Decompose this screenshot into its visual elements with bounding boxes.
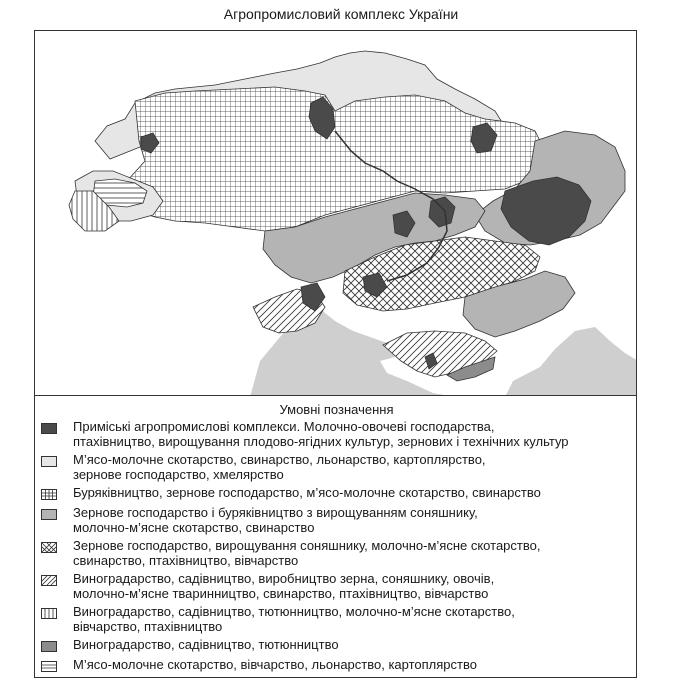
legend-text-line: Зернове господарство і буряківництво з вирощуванням соняшнику, — [73, 505, 478, 520]
legend-text — [73, 420, 633, 449]
legend-text-line: зернове господарство, хмелярство — [73, 466, 284, 482]
legend-text-line: М’ясо-молочне скотарство, вівчарство, льонарство, картоплярство — [73, 657, 477, 672]
map-frame — [34, 30, 637, 396]
legend-text — [73, 658, 633, 673]
legend-text-line: Буряківництво, зернове господарство, м’ясо-молочне скотарство, свинарство — [73, 485, 541, 500]
legend-text-line: Зернове господарство, вирощування соняшнику, молочно-м’ясне скотарство, — [73, 538, 541, 553]
map-title: Агропромисловий комплекс України — [223, 6, 459, 22]
legend-text-line: Виноградарство, садівництво, виробництво зерна, соняшнику, овочів, — [73, 571, 495, 586]
legend-text — [73, 453, 633, 482]
legend-text — [73, 605, 633, 634]
legend-text-line: молочно-м’ясне тваринництво, свинарство, птахівництво, вівчарство — [73, 585, 489, 601]
legend-text-line: птахівництво, вирощування плодово-ягідних культур, зернових і технічних культур — [73, 433, 569, 449]
legend-swatch-crosshatch — [41, 542, 57, 553]
legend-text — [73, 506, 633, 535]
legend-heading: Умовні позначення — [279, 402, 394, 417]
legend-text-line: молочно-м’ясне скотарство, свинарство — [73, 519, 315, 535]
legend-panel — [34, 396, 637, 678]
legend-swatch-dark — [41, 423, 57, 434]
legend-text-line: вівчарство, птахівництво — [73, 618, 223, 634]
legend-text-line: Приміські агропромислові комплекси. Молочно-овочеві господарства, — [73, 419, 495, 434]
legend-swatch-midgray — [41, 509, 57, 520]
legend-swatch-darkgray — [41, 641, 57, 652]
legend-swatch-diagonal — [41, 575, 57, 586]
legend-text-line: М’ясо-молочне скотарство, свинарство, льонарство, картоплярство, — [73, 452, 486, 467]
legend-text-line: Виноградарство, садівництво, тютюнництво, молочно-м’ясне скотарство, — [73, 604, 515, 619]
legend-text — [73, 486, 633, 501]
legend-text-line: свинарство, птахівництво, вівчарство — [73, 552, 299, 568]
legend-text — [73, 572, 633, 601]
ukraine-map — [35, 31, 637, 396]
legend-swatch-horizontal — [41, 661, 57, 672]
legend-text-line: Виноградарство, садівництво, тютюнництво — [73, 637, 339, 652]
legend-text — [73, 539, 633, 568]
legend-swatch-lightgray — [41, 456, 57, 467]
legend-swatch-vertical — [41, 608, 57, 619]
legend-swatch-grid — [41, 489, 57, 500]
legend-text — [73, 638, 633, 653]
